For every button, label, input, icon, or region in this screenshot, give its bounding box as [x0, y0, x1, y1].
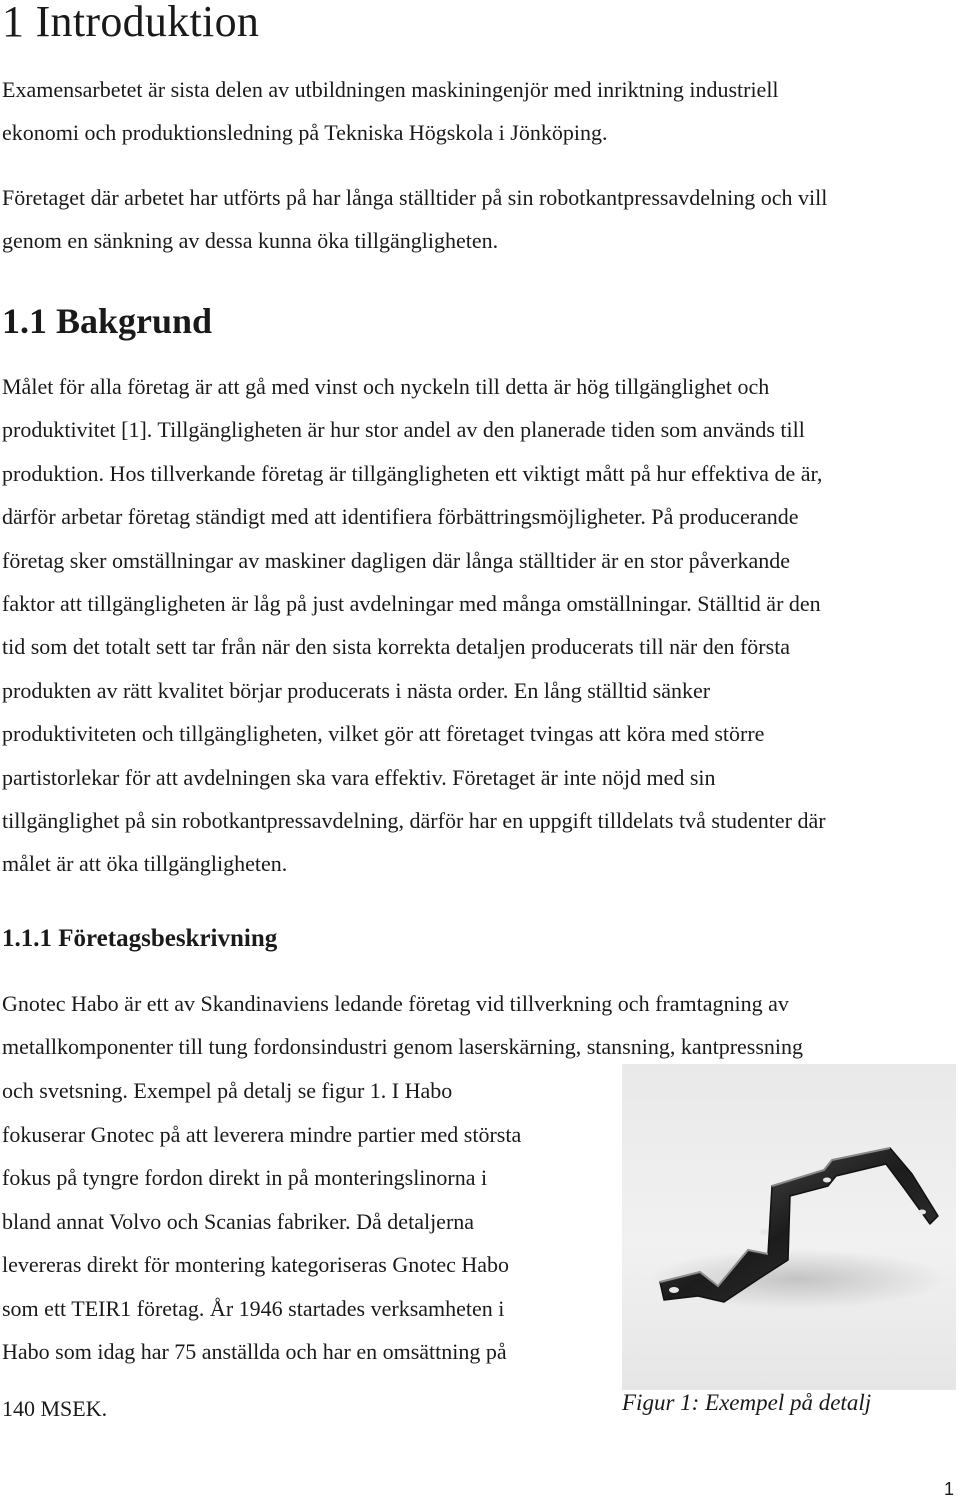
text-line: partistorlekar för att avdelningen ska vara effektiv. Företaget är inte nöjd med sin — [2, 764, 716, 790]
bakgrund-paragraph — [2, 365, 954, 886]
intro-paragraph-2 — [2, 176, 952, 263]
text-line: Målet för alla företag är att gå med vinst och nyckeln till detta är hög tillgänglighet och — [2, 374, 770, 399]
text-line: produktion. Hos tillverkande företag är tillgängligheten ett viktigt mått på hur effektiva de är, — [2, 460, 823, 486]
metal-bracket-icon — [622, 1064, 956, 1390]
text-line: tid som det totalt sett tar från när den sista korrekta detaljen producerats till när den första — [2, 634, 791, 660]
subsection-heading-foretagsbeskrivning: 1.1.1 Företagsbeskrivning — [2, 925, 278, 952]
text-line: fokus på tyngre fordon direkt in på monteringslinorna i — [2, 1165, 488, 1191]
text-line: och svetsning. Exempel på detalj se figur 1. I Habo — [2, 1077, 453, 1103]
company-paragraph-narrow — [2, 1113, 612, 1373]
text-line: bland annat Volvo och Scanias fabriker. Då detaljerna — [2, 1208, 475, 1234]
text-line: Företaget där arbetet har utförts på har långa ställtider på sin robotkantpressavdelning och vill — [2, 185, 828, 210]
text-line: metallkomponenter till tung fordonsindustri genom laserskärning, stansning, kantpressning — [2, 1034, 804, 1060]
revenue-line: 140 MSEK. — [2, 1396, 108, 1421]
text-line: Gnotec Habo är ett av Skandinaviens ledande företag vid tillverkning och framtagning av — [2, 991, 789, 1016]
section-heading-bakgrund: 1.1 Bakgrund — [2, 301, 213, 341]
figure-image — [622, 1064, 956, 1390]
text-line: levereras direkt för montering kategoriseras Gnotec Habo — [2, 1252, 510, 1278]
figure-caption: Figur 1: Exempel på detalj — [622, 1390, 872, 1415]
text-line: fokuserar Gnotec på att leverera mindre partier med största — [2, 1122, 522, 1147]
text-line: genom en sänkning av dessa kunna öka tillgängligheten. — [2, 228, 499, 254]
chapter-heading: 1 Introduktion — [2, 0, 260, 46]
text-line: därför arbetar företag ständigt med att identifiera förbättringsmöjligheter. På producerande — [2, 504, 799, 530]
text-line: målet är att öka tillgängligheten. — [2, 851, 288, 877]
text-line: företag sker omställningar av maskiner dagligen där långa ställtider är en stor påverkande — [2, 547, 791, 573]
text-line: tillgänglighet på sin robotkantpressavdelning, därför har en uppgift tilldelats två studenter där — [2, 808, 826, 834]
text-line: Examensarbetet är sista delen av utbildningen maskiningenjör med inriktning industriell — [2, 77, 779, 102]
intro-paragraph-1 — [2, 68, 942, 155]
text-line: produktivitet [1]. Tillgängligheten är hur stor andel av den planerade tiden som används till — [2, 417, 805, 443]
text-line: faktor att tillgängligheten är låg på just avdelningar med många omställningar. Ställtid är den — [2, 591, 821, 617]
page-number: 1 — [943, 1479, 954, 1499]
text-line: som ett TEIR1 företag. År 1946 startades verksamheten i — [2, 1295, 505, 1321]
text-line: produkten av rätt kvalitet börjar producerats i nästa order. En lång ställtid sänker — [2, 677, 711, 703]
text-line: Habo som idag har 75 anställda och har en omsättning på — [2, 1339, 507, 1365]
text-line: ekonomi och produktionsledning på Tekniska Högskola i Jönköping. — [2, 120, 608, 146]
text-line: produktiviteten och tillgängligheten, vilket gör att företaget tvingas att köra med större — [2, 721, 765, 747]
